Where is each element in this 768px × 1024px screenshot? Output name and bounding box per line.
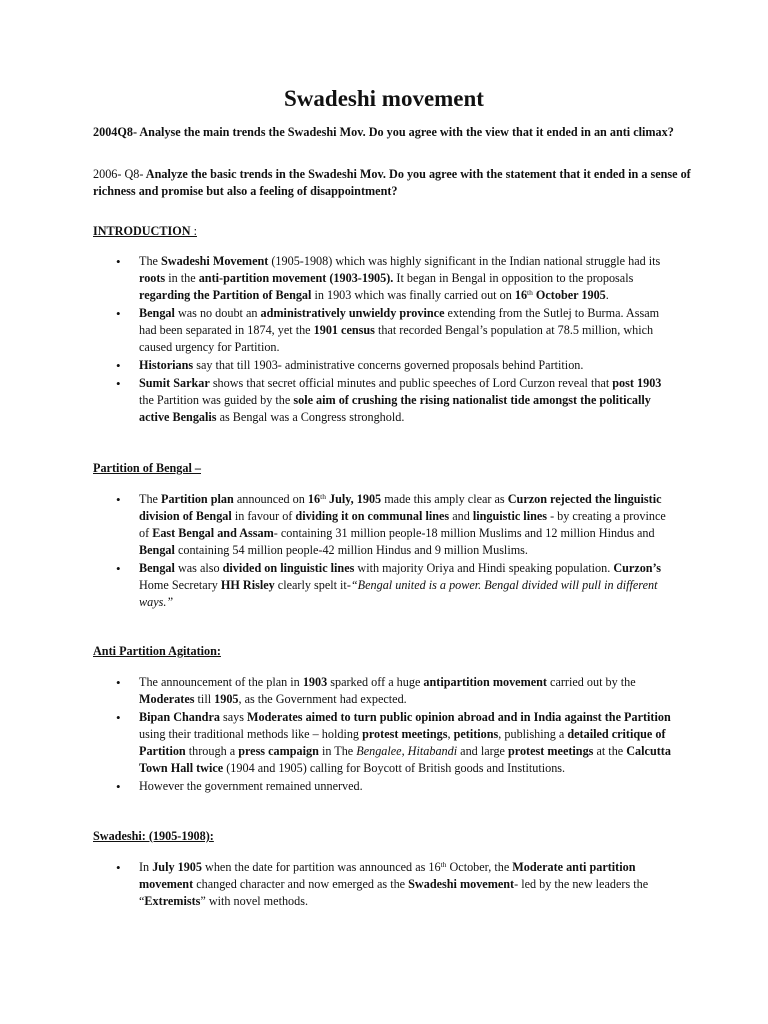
text: was no doubt an <box>174 306 261 320</box>
list-item <box>0 305 675 356</box>
section-heading-partition: Partition of Bengal – <box>93 461 201 475</box>
text-bold: sole aim of crushing the rising nationalist tide amongst the politically active Bengalis <box>139 393 651 424</box>
list-item <box>0 859 675 910</box>
text: in 1903 which was finally carried out on <box>311 288 515 302</box>
text: - containing 31 million people-18 million Muslims and 12 million Hindus and <box>273 526 655 540</box>
text-bold: Extremists <box>144 894 201 908</box>
section-heading-anti-partition: Anti Partition Agitation: <box>93 644 221 658</box>
text-bold: Curzon’s <box>613 561 661 575</box>
text: In <box>139 860 153 874</box>
text: October, the <box>446 860 513 874</box>
text: The <box>139 254 161 268</box>
text-bold: Swadeshi Movement <box>161 254 269 268</box>
text-bold: linguistic lines <box>472 509 548 523</box>
list-item <box>0 375 675 426</box>
text: with majority Oriya and Hindi speaking population. <box>354 561 614 575</box>
superscript: th <box>440 860 447 869</box>
text-bold: detailed critique of Partition <box>139 727 666 758</box>
text: clearly spelt it- <box>274 578 351 592</box>
text: through a <box>185 744 239 758</box>
text-bold: Bengal <box>139 306 175 320</box>
text: till <box>194 692 215 706</box>
text-bold: Bengal <box>139 561 175 575</box>
text: carried out by the <box>546 675 636 689</box>
text-bold: 1901 census <box>313 323 375 337</box>
list-item <box>0 778 675 795</box>
text-bold: East Bengal and Assam <box>152 526 274 540</box>
text-bold: roots <box>139 271 166 285</box>
partition-list <box>0 491 768 612</box>
text-bold: 16 <box>307 492 321 506</box>
text-bold: Moderates <box>139 692 195 706</box>
text: says <box>219 710 248 724</box>
text-bold: Sumit Sarkar <box>139 376 210 390</box>
text-bold: dividing it on communal lines <box>295 509 450 523</box>
text: extending from the Sutlej to Burma. Assam had been separated in 1874, yet the <box>139 306 660 337</box>
text: as Bengal was a Congress stronghold. <box>216 410 405 424</box>
question-2006 <box>93 166 693 200</box>
text-bold: administratively unwieldy province <box>260 306 445 320</box>
text: The <box>139 492 161 506</box>
text-bold: Moderates aimed to turn public opinion abroad and in India against the Partition <box>247 710 671 724</box>
text: containing 54 million people-42 million Hindus and 9 million Muslims. <box>174 543 528 557</box>
text-bold: Bipan Chandra <box>139 710 220 724</box>
section-heading-introduction <box>93 224 197 239</box>
text-bold: Partition plan <box>161 492 234 506</box>
text-italic: “Bengal united is a power. Bengal divided will pull in different ways.” <box>139 578 658 609</box>
text: when the date for partition was announced as 16 <box>201 860 441 874</box>
list-item <box>0 357 675 374</box>
text-bold: HH Risley <box>220 578 275 592</box>
text-bold: Curzon rejected the linguistic division of Bengal <box>139 492 662 523</box>
text-bold: 1903 <box>302 675 328 689</box>
question-2006-text: Analyze the basic trends in the Swadeshi Mov. Do you agree with the statement that it ended in a sense of richness and promise but also a feeling of disappointment? <box>93 167 691 198</box>
text: However the government remained unnerved. <box>139 779 363 793</box>
text: , <box>447 727 454 741</box>
question-2006-label: 2006- Q8- <box>93 167 144 181</box>
text-bold: divided on linguistic lines <box>222 561 355 575</box>
anti-partition-list <box>0 674 768 796</box>
section-heading-swadeshi: Swadeshi: (1905-1908): <box>93 829 214 843</box>
text: announced on <box>233 492 308 506</box>
text-bold: protest meetings <box>508 744 594 758</box>
text: changed character and now emerged as the <box>193 877 409 891</box>
list-item <box>0 674 675 708</box>
text-bold: July, 1905 <box>325 492 382 506</box>
text-bold: Historians <box>139 358 194 372</box>
text: - by creating a province of <box>139 509 666 540</box>
superscript: th <box>320 492 326 501</box>
text: It began in Bengal in opposition to the proposals <box>393 271 634 285</box>
superscript: th <box>527 288 533 297</box>
text-bold: anti-partition movement (1903-1905). <box>198 271 394 285</box>
text-bold: October 1905 <box>532 288 606 302</box>
text-bold: antipartition movement <box>423 675 547 689</box>
text: , as the Government had expected. <box>238 692 407 706</box>
text: and large <box>457 744 508 758</box>
text-bold: Moderate anti partition movement <box>139 860 636 891</box>
heading-suffix: : <box>190 224 197 238</box>
text-bold: press campaign <box>238 744 319 758</box>
list-item <box>0 560 675 611</box>
page-title: Swadeshi movement <box>284 86 484 111</box>
text-italic: Bengalee, Hitabandi <box>356 744 458 758</box>
text-bold: Swadeshi movement <box>408 877 515 891</box>
text: (1905-1908) which was highly significant in the Indian national struggle had its <box>268 254 661 268</box>
text: that recorded Bengal’s population at 78.5 million, which caused urgency for Partition. <box>139 323 654 354</box>
text: was also <box>174 561 223 575</box>
text-bold: petitions <box>453 727 499 741</box>
text: shows that secret official minutes and public speeches of Lord Curzon reveal that <box>209 376 613 390</box>
text: in The <box>318 744 357 758</box>
question-2004 <box>93 124 693 141</box>
text: in favour of <box>231 509 296 523</box>
text-bold: 1905 <box>214 692 239 706</box>
text: . <box>605 288 609 302</box>
text: using their traditional methods like – holding <box>139 727 363 741</box>
text-bold: Calcutta Town Hall twice <box>139 744 671 775</box>
list-item <box>0 253 675 304</box>
text: sparked off a huge <box>327 675 424 689</box>
text: the Partition was guided by the <box>139 393 294 407</box>
text-bold: protest meetings <box>362 727 448 741</box>
heading-text: INTRODUCTION <box>93 224 191 238</box>
text: made this amply clear as <box>381 492 508 506</box>
text: (1904 and 1905) calling for Boycott of British goods and Institutions. <box>223 761 566 775</box>
text: The announcement of the plan in <box>139 675 303 689</box>
text: Home Secretary <box>139 578 221 592</box>
text-bold: post 1903 <box>612 376 662 390</box>
text: - led by the new leaders the “ <box>139 877 649 908</box>
text: ” with novel methods. <box>200 894 309 908</box>
introduction-list <box>0 253 768 427</box>
text: at the <box>593 744 627 758</box>
text: , publishing a <box>498 727 568 741</box>
swadeshi-list <box>0 859 768 911</box>
text-bold: Bengal <box>139 543 175 557</box>
text: in the <box>165 271 199 285</box>
list-item <box>0 491 675 559</box>
text-bold: July 1905 <box>152 860 202 874</box>
text: say that till 1903- administrative concerns governed proposals behind Partition. <box>193 358 584 372</box>
text-bold: regarding the Partition of Bengal <box>139 288 312 302</box>
question-2004-text: 2004Q8- Analyse the main trends the Swadeshi Mov. Do you agree with the view that it ended in an anti climax? <box>93 125 674 139</box>
text-bold: 16 <box>514 288 528 302</box>
list-item <box>0 709 675 777</box>
text: and <box>449 509 473 523</box>
